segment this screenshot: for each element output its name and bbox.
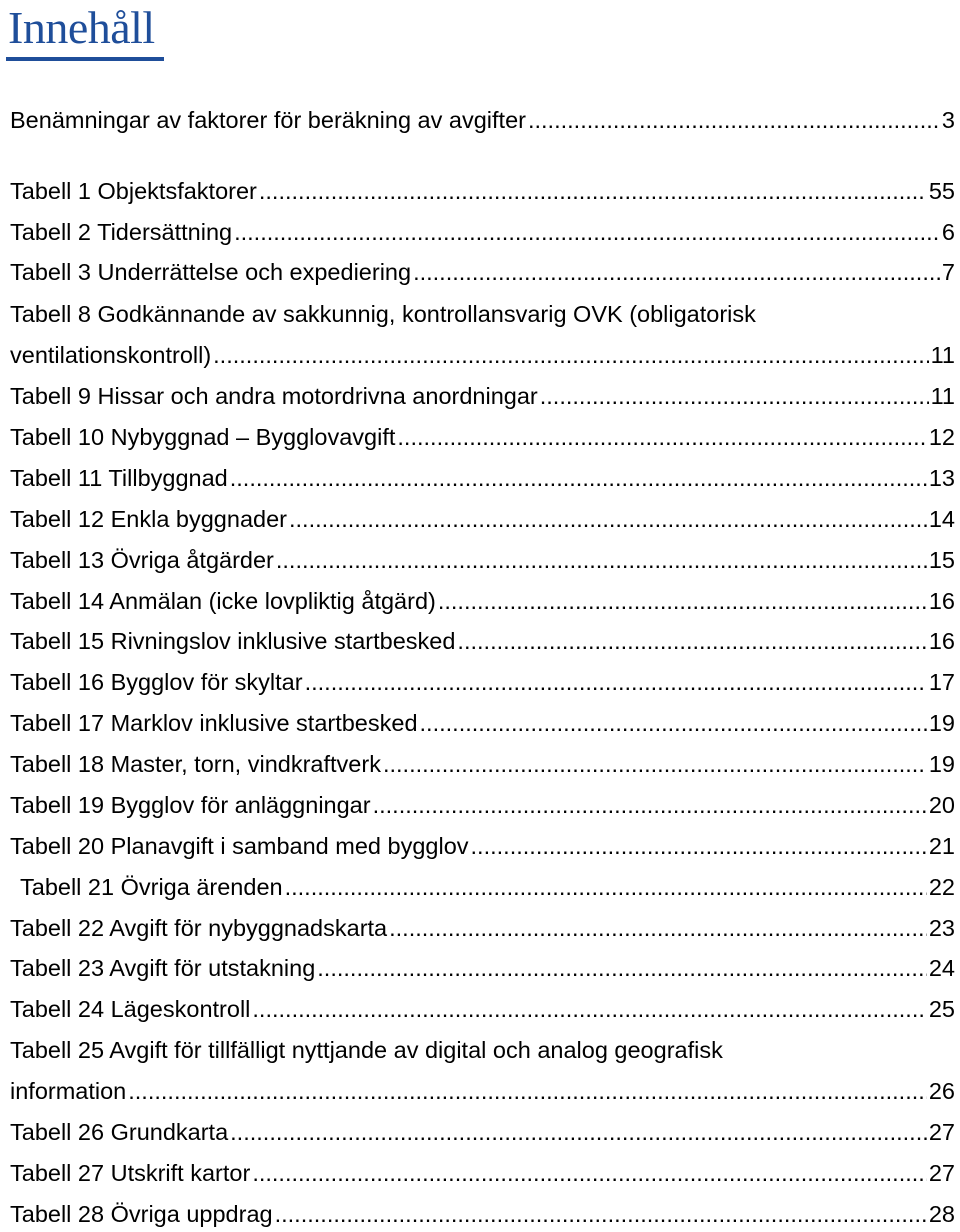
toc-leader-dots [303,664,927,700]
toc-leader-dots [436,583,927,619]
toc-entry-label: ventilationskontroll) [10,342,212,368]
toc-entry-label: Tabell 9 Hissar och andra motordrivna anordningar [10,383,538,409]
toc-entry-tabell-12[interactable] [10,501,955,537]
toc-entry-tabell-8-line1[interactable]: Tabell 8 Godkännande av sakkunnig, kontrollansvarig OVK (obligatorisk [10,301,756,327]
toc-leader-dots [469,828,927,864]
toc-leader-dots [283,869,927,905]
toc-entry-label: Tabell 22 Avgift för nybyggnadskarta [10,915,388,941]
toc-entry-tabell-17[interactable] [10,705,955,741]
toc-page-number: 22 [928,874,955,900]
toc-page-number: 27 [928,1160,955,1186]
toc-entry-label: Tabell 14 Anmälan (icke lovpliktig åtgärd) [10,588,436,614]
toc-entry-tabell-20[interactable] [10,828,955,864]
toc-page-number: 23 [928,915,955,941]
toc-page-number: 11 [930,383,955,409]
toc-entry-tabell-13[interactable] [10,542,955,578]
toc-leader-dots [250,1155,927,1191]
toc-entry-tabell-22[interactable] [10,910,955,946]
toc-entry-tabell-15[interactable] [10,623,955,659]
toc-entry-tabell-21[interactable] [20,869,955,905]
toc-entry-tabell-27[interactable] [10,1155,955,1191]
toc-leader-dots [228,460,927,496]
table-of-contents [10,0,955,1232]
toc-entry-label: Tabell 2 Tidersättning [10,219,233,245]
toc-leader-dots [371,787,927,823]
toc-entry-tabell-16[interactable] [10,664,955,700]
toc-entry-label: Tabell 27 Utskrift kartor [10,1160,251,1186]
toc-entry-tabell-9[interactable] [10,378,955,414]
toc-leader-dots [387,910,927,946]
toc-page-number: 19 [928,751,955,777]
page-title: Innehåll [8,2,155,53]
toc-entry-tabell-26[interactable] [10,1114,955,1150]
toc-entry-tabell-28[interactable] [10,1196,955,1232]
toc-leader-dots [395,419,926,455]
toc-page-number: 26 [928,1078,955,1104]
toc-entry-label: Tabell 13 Övriga åtgärder [10,547,274,573]
toc-page-number: 3 [941,107,955,133]
toc-entry-label: Tabell 28 Övriga uppdrag [10,1201,273,1227]
toc-leader-dots [526,102,940,138]
toc-entry-tabell-25[interactable] [10,1073,955,1109]
toc-entry-tabell-25-line1[interactable]: Tabell 25 Avgift för tillfälligt nyttjande av digital och analog geografisk [10,1037,723,1063]
toc-entry-tabell-23[interactable] [10,950,955,986]
toc-entry-tabell-18[interactable] [10,746,955,782]
toc-entry-label: Tabell 12 Enkla byggnader [10,506,287,532]
toc-page-number: 24 [928,955,955,981]
toc-entry-tabell-8[interactable] [10,337,955,373]
toc-entry-tabell-10[interactable] [10,419,955,455]
toc-entry-label: Tabell 20 Planavgift i samband med bygglov [10,833,469,859]
toc-entry-label: Tabell 24 Lägeskontroll [10,996,251,1022]
toc-page-number: 7 [941,259,955,285]
toc-entry-label: Tabell 17 Marklov inklusive startbesked [10,710,418,736]
toc-page-number: 21 [928,833,955,859]
toc-page-number: 28 [928,1201,955,1227]
toc-entry-label: Tabell 23 Avgift för utstakning [10,955,316,981]
toc-leader-dots [126,1073,927,1109]
toc-entry-label: Tabell 1 Objektsfaktorer [10,178,257,204]
toc-page-number: 6 [941,219,955,245]
toc-entry-tabell-3[interactable] [10,254,955,290]
toc-page-number: 12 [928,424,955,450]
toc-entry-label: Benämningar av faktorer för beräkning av avgifter [10,107,526,133]
toc-entry-tabell-1[interactable] [10,173,955,209]
toc-entry-label: Tabell 10 Nybyggnad – Bygglovavgift [10,424,396,450]
toc-page-number: 27 [928,1119,955,1145]
toc-leader-dots [211,337,928,373]
toc-page-number: 20 [928,792,955,818]
toc-entry-label: Tabell 26 Grundkarta [10,1119,229,1145]
toc-entry-label: Tabell 15 Rivningslov inklusive startbesked [10,628,456,654]
toc-page-number: 14 [928,506,955,532]
toc-page-number: 17 [928,669,955,695]
toc-entry-tabell-19[interactable] [10,787,955,823]
toc-page-number: 11 [930,342,955,368]
toc-entry-label: Tabell 3 Underrättelse och expediering [10,259,412,285]
toc-entry-label: Tabell 16 Bygglov för skyltar [10,669,303,695]
toc-entry-label: Tabell 11 Tillbyggnad [10,465,228,491]
toc-leader-dots [273,1196,927,1232]
toc-leader-dots [287,501,927,537]
toc-page-number: 25 [928,996,955,1022]
toc-leader-dots [538,378,929,414]
toc-page-number: 15 [928,547,955,573]
toc-page-number: 55 [928,178,955,204]
toc-entry-benamningar[interactable] [10,102,955,138]
toc-leader-dots [411,254,940,290]
toc-leader-dots [228,1114,927,1150]
toc-leader-dots [381,746,927,782]
toc-entry-label: Tabell 21 Övriga ärenden [20,874,283,900]
toc-leader-dots [257,173,927,209]
toc-page-number: 19 [928,710,955,736]
toc-entry-label: Tabell 19 Bygglov för anläggningar [10,792,371,818]
toc-entry-tabell-14[interactable] [10,583,955,619]
toc-entry-tabell-2[interactable] [10,214,955,250]
toc-leader-dots [315,950,927,986]
toc-entry-tabell-24[interactable] [10,991,955,1027]
toc-leader-dots [418,705,927,741]
toc-page-number: 13 [928,465,955,491]
toc-leader-dots [232,214,940,250]
toc-leader-dots [250,991,926,1027]
toc-entry-label: information [10,1078,127,1104]
toc-page-number: 16 [928,588,955,614]
toc-leader-dots [274,542,927,578]
toc-entry-tabell-11[interactable] [10,460,955,496]
toc-page-number: 16 [928,628,955,654]
toc-leader-dots [455,623,926,659]
toc-entry-label: Tabell 18 Master, torn, vindkraftverk [10,751,381,777]
